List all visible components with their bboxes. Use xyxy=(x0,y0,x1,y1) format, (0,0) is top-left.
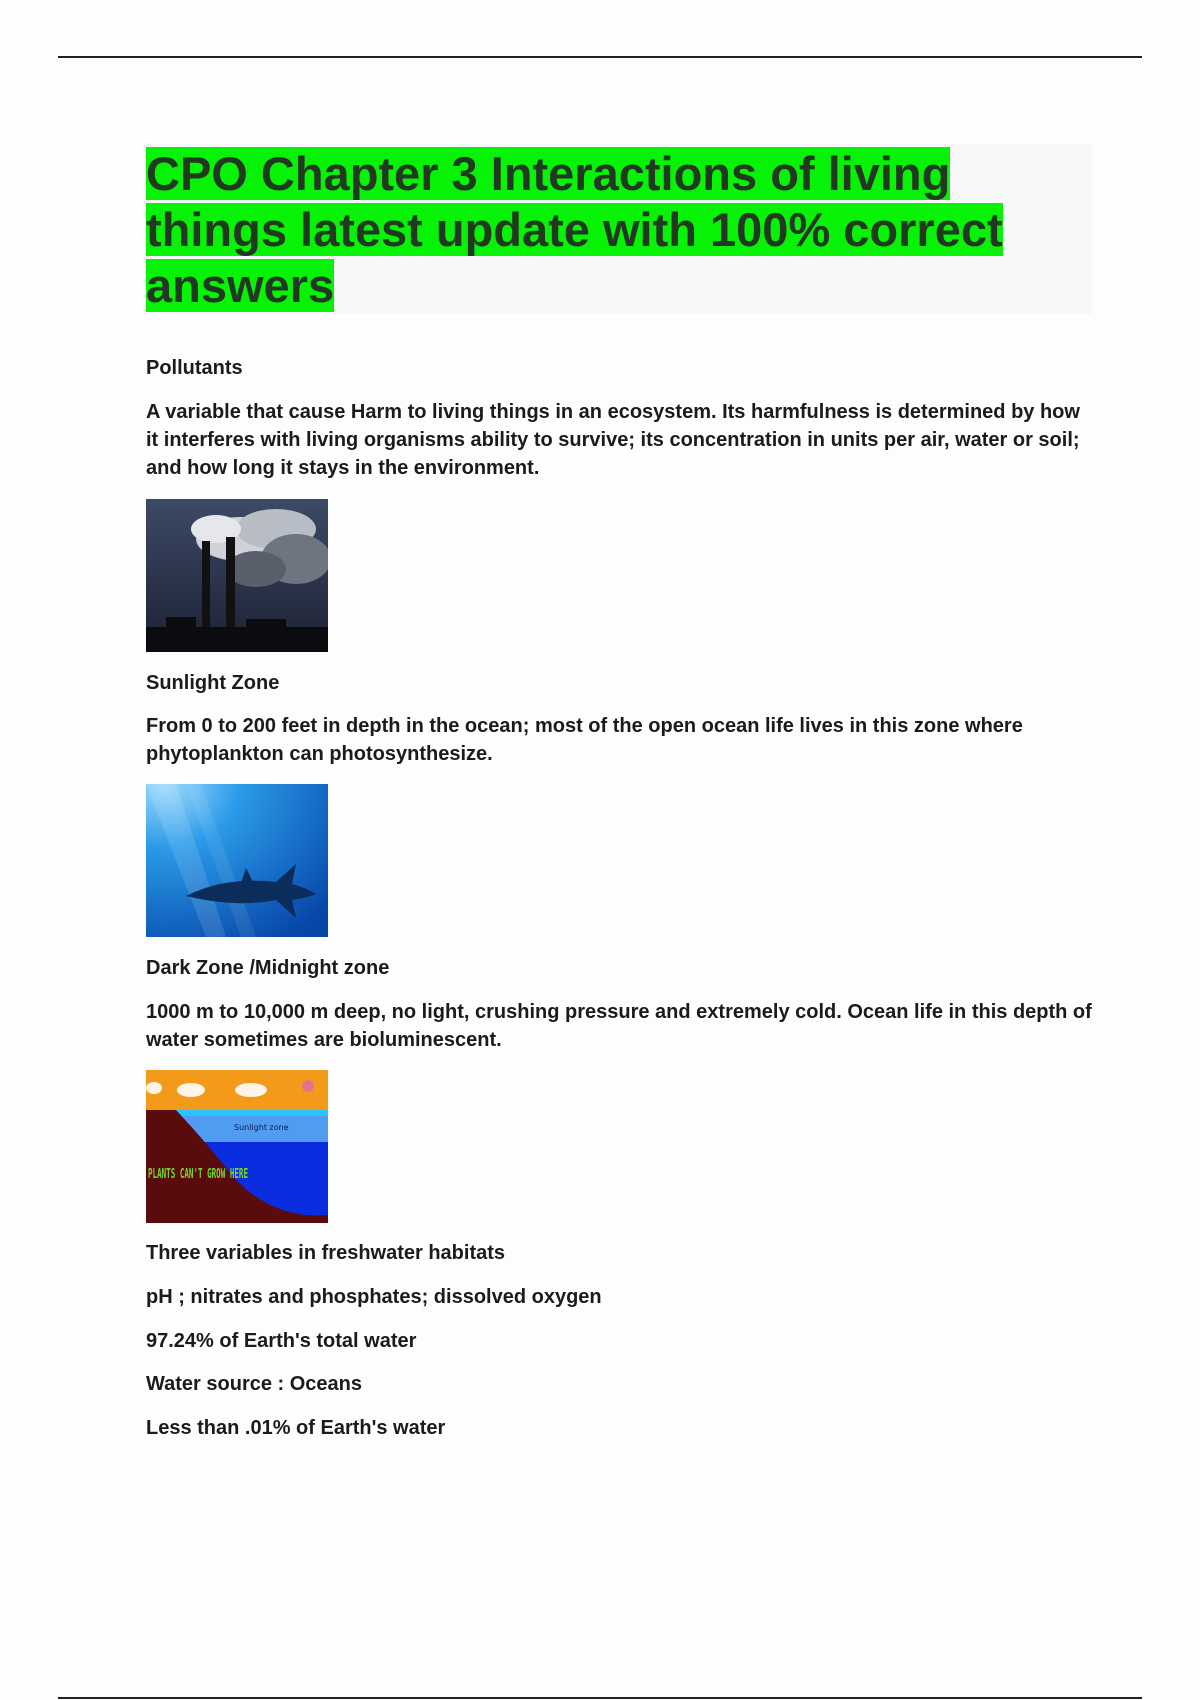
diagram-zone-label: Sunlight zone xyxy=(234,1123,289,1132)
diagram-plants-label: PLANTS CAN'T GROW HERE xyxy=(148,1167,248,1182)
definition-sunlight-zone: From 0 to 200 feet in depth in the ocean; most of the open ocean life lives in this zone where phytoplankton can photosynthesize. xyxy=(146,715,1023,765)
document-body xyxy=(146,144,1092,1439)
term-pollutants: Pollutants xyxy=(146,357,243,379)
smokestack-pollution-icon xyxy=(146,499,328,652)
definition-pollutants: A variable that cause Harm to living things in an ecosystem. Its harmfulness is determined by how it interferes with living organisms ability to survive; its concentration in units per air, water or soil; and how long it stays in the environment. xyxy=(146,401,1080,479)
definition-earth-total-water: Water source : Oceans xyxy=(146,1373,363,1395)
term-dark-zone: Dark Zone /Midnight zone xyxy=(146,957,390,979)
title-block xyxy=(146,144,1092,314)
definition-freshwater-variables: pH ; nitrates and phosphates; dissolved oxygen xyxy=(146,1286,602,1308)
term-sunlight-zone: Sunlight Zone xyxy=(146,672,280,694)
page-top-rule xyxy=(58,56,1142,58)
term-less-than-water: Less than .01% of Earth's water xyxy=(146,1417,446,1439)
shark-icon xyxy=(146,784,328,937)
ocean-zones-diagram-icon xyxy=(146,1070,328,1223)
definition-dark-zone: 1000 m to 10,000 m deep, no light, crushing pressure and extremely cold. Ocean life in this depth of water sometimes are bioluminescent. xyxy=(146,1001,1092,1051)
page-title xyxy=(146,146,1092,314)
ocean-shark-image xyxy=(146,784,328,937)
term-earth-total-water: 97.24% of Earth's total water xyxy=(146,1330,417,1352)
term-freshwater-variables: Three variables in freshwater habitats xyxy=(146,1242,506,1264)
page-bottom-rule xyxy=(58,1697,1142,1699)
ocean-zones-diagram-image xyxy=(146,1070,328,1223)
title-highlight: CPO Chapter 3 Interactions of living things latest update with 100% correct answers xyxy=(146,147,1003,312)
smokestack-pollution-image xyxy=(146,499,328,652)
